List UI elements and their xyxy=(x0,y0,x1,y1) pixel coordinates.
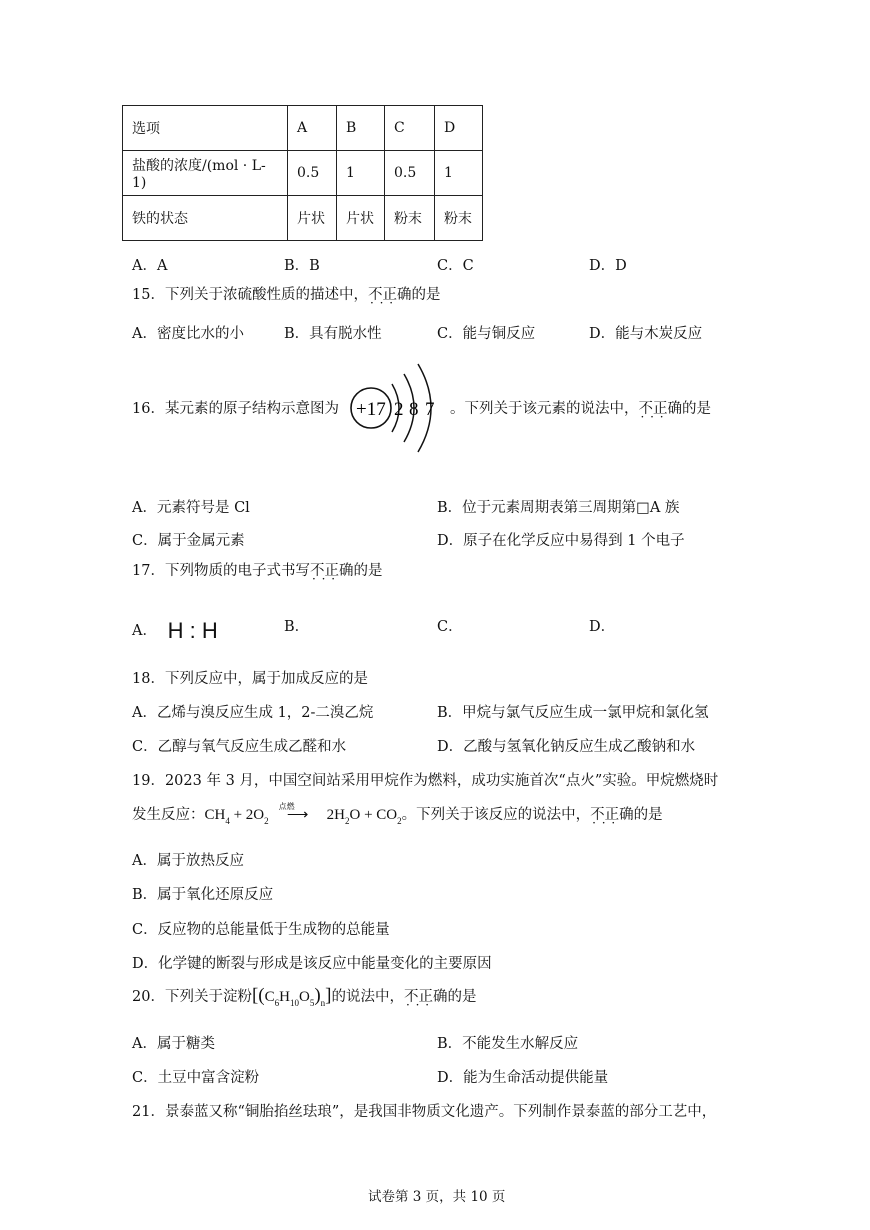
option-b[interactable]: B．具有脱水性 xyxy=(284,326,382,342)
question-19-line1: 19．2023 年 3 月，中国空间站采用甲烷作为燃料，成功实施首次“点火”实验。甲烷燃烧时 xyxy=(132,773,719,789)
option-b[interactable]: B．B xyxy=(284,258,320,274)
table-cell: 0.5 xyxy=(385,151,435,196)
table-cell: 铁的状态 xyxy=(123,196,288,241)
shell-electrons: 7 xyxy=(425,399,435,420)
nucleus-charge: +17 xyxy=(356,399,386,420)
page-footer: 试卷第 3 页，共 10 页 xyxy=(368,1189,506,1205)
shell-electrons: 8 xyxy=(409,399,419,420)
table-cell: B xyxy=(337,106,385,151)
question-17-stem: 17．下列物质的电子式书写不正确 · · ·的是 xyxy=(132,559,382,580)
reaction-arrow: 点燃 ⟶ xyxy=(278,802,309,823)
option-c[interactable]: C．能与铜反应 xyxy=(437,326,536,342)
table-cell: 粉末 xyxy=(385,196,435,241)
option-d[interactable]: D．能为生命活动提供能量 xyxy=(437,1070,609,1086)
option-d[interactable]: D．能与木炭反应 xyxy=(589,326,703,342)
table-row xyxy=(123,196,483,241)
options-table xyxy=(122,105,483,241)
table-row xyxy=(123,151,483,196)
table-cell: 粉末 xyxy=(435,196,483,241)
option-d[interactable]: D．D xyxy=(589,258,627,274)
option-d[interactable]: D．原子在化学反应中易得到 1 个电子 xyxy=(437,533,685,549)
option-b[interactable]: B． xyxy=(284,619,310,635)
question-18-stem: 18．下列反应中，属于加成反应的是 xyxy=(132,671,368,687)
atom-structure-diagram xyxy=(348,360,448,460)
option-a[interactable]: A．属于糖类 xyxy=(132,1036,215,1052)
electron-formula: H : H xyxy=(167,618,218,643)
table-cell: 选项 xyxy=(123,106,288,151)
option-c[interactable]: C．C xyxy=(437,258,474,274)
option-a[interactable]: A．乙烯与溴反应生成 1，2-二溴乙烷 xyxy=(132,705,374,721)
option-c[interactable]: C．土豆中富含淀粉 xyxy=(132,1070,260,1086)
table-cell: C xyxy=(385,106,435,151)
question-21-stem: 21．景泰蓝又称“铜胎掐丝珐琅”，是我国非物质文化遗产。下列制作景泰蓝的部分工艺中， xyxy=(132,1104,717,1120)
option-d[interactable]: D． xyxy=(589,619,616,635)
option-a[interactable]: A．元素符号是 Cl xyxy=(132,500,250,516)
option-b[interactable]: B．位于元素周期表第三周期第□A 族 xyxy=(437,500,680,516)
question-20-stem: 20．下列关于淀粉$[(C_6H_{10}O_5)_n]$的说法中，不正确 · · ·的是 xyxy=(132,985,476,1008)
shell-electrons: 2 xyxy=(394,399,404,420)
table-cell: 片状 xyxy=(288,196,337,241)
table-cell: 盐酸的浓度/(mol · L-1) xyxy=(123,151,288,196)
option-b[interactable]: B．属于氧化还原反应 xyxy=(132,887,274,903)
chemical-equation: $CH_4 + 2O_2$ 点燃 ⟶ $2H_2O + CO_2$ xyxy=(204,802,402,826)
option-b[interactable]: B．甲烷与氯气反应生成一氯甲烷和氯化氢 xyxy=(437,705,709,721)
question-19-line2: 发生反应：$CH_4 + 2O_2$ 点燃 ⟶ $2H_2O + CO_2$。下列关于该反应的说法中，不正确 · · ·的是 xyxy=(132,803,663,826)
option-d[interactable]: D．化学键的断裂与形成是该反应中能量变化的主要原因 xyxy=(132,956,492,972)
emphasis-text: 不正确 · · · xyxy=(404,985,448,1006)
emphasis-text: 不正确 · · · xyxy=(368,283,412,304)
table-cell: 1 xyxy=(435,151,483,196)
option-c[interactable]: C．属于金属元素 xyxy=(132,533,245,549)
question-16-stem-post: 。下列关于该元素的说法中，不正确 · · ·的是 xyxy=(450,397,711,418)
question-16-stem-pre: 16．某元素的原子结构示意图为 xyxy=(132,401,339,417)
emphasis-text: 不正确 · · · xyxy=(590,803,634,824)
option-a[interactable]: A．A xyxy=(132,258,168,274)
question-15-stem: 15．下列关于浓硫酸性质的描述中，不正确 · · ·的是 xyxy=(132,283,440,304)
option-b[interactable]: B．不能发生水解反应 xyxy=(437,1036,579,1052)
reaction-condition: 点燃 xyxy=(278,802,295,811)
table-cell: A xyxy=(288,106,337,151)
option-a[interactable]: A．属于放热反应 xyxy=(132,853,244,869)
option-c[interactable]: C．反应物的总能量低于生成物的总能量 xyxy=(132,922,390,938)
emphasis-text: 不正确 · · · xyxy=(639,397,683,418)
table-cell: D xyxy=(435,106,483,151)
option-c[interactable]: C．乙醇与氧气反应生成乙醛和水 xyxy=(132,739,347,755)
table-row xyxy=(123,106,483,151)
option-c[interactable]: C． xyxy=(437,619,463,635)
emphasis-text: 不正确 · · · xyxy=(310,559,354,580)
table-cell: 1 xyxy=(337,151,385,196)
option-a[interactable]: A．密度比水的小 xyxy=(132,326,244,342)
option-d[interactable]: D．乙酸与氢氧化钠反应生成乙酸钠和水 xyxy=(437,739,696,755)
option-a[interactable]: A． H : H xyxy=(132,618,218,643)
table-cell: 0.5 xyxy=(288,151,337,196)
table-cell: 片状 xyxy=(337,196,385,241)
starch-formula: $[(C_6H_{10}O_5)_n]$ xyxy=(251,985,332,1008)
